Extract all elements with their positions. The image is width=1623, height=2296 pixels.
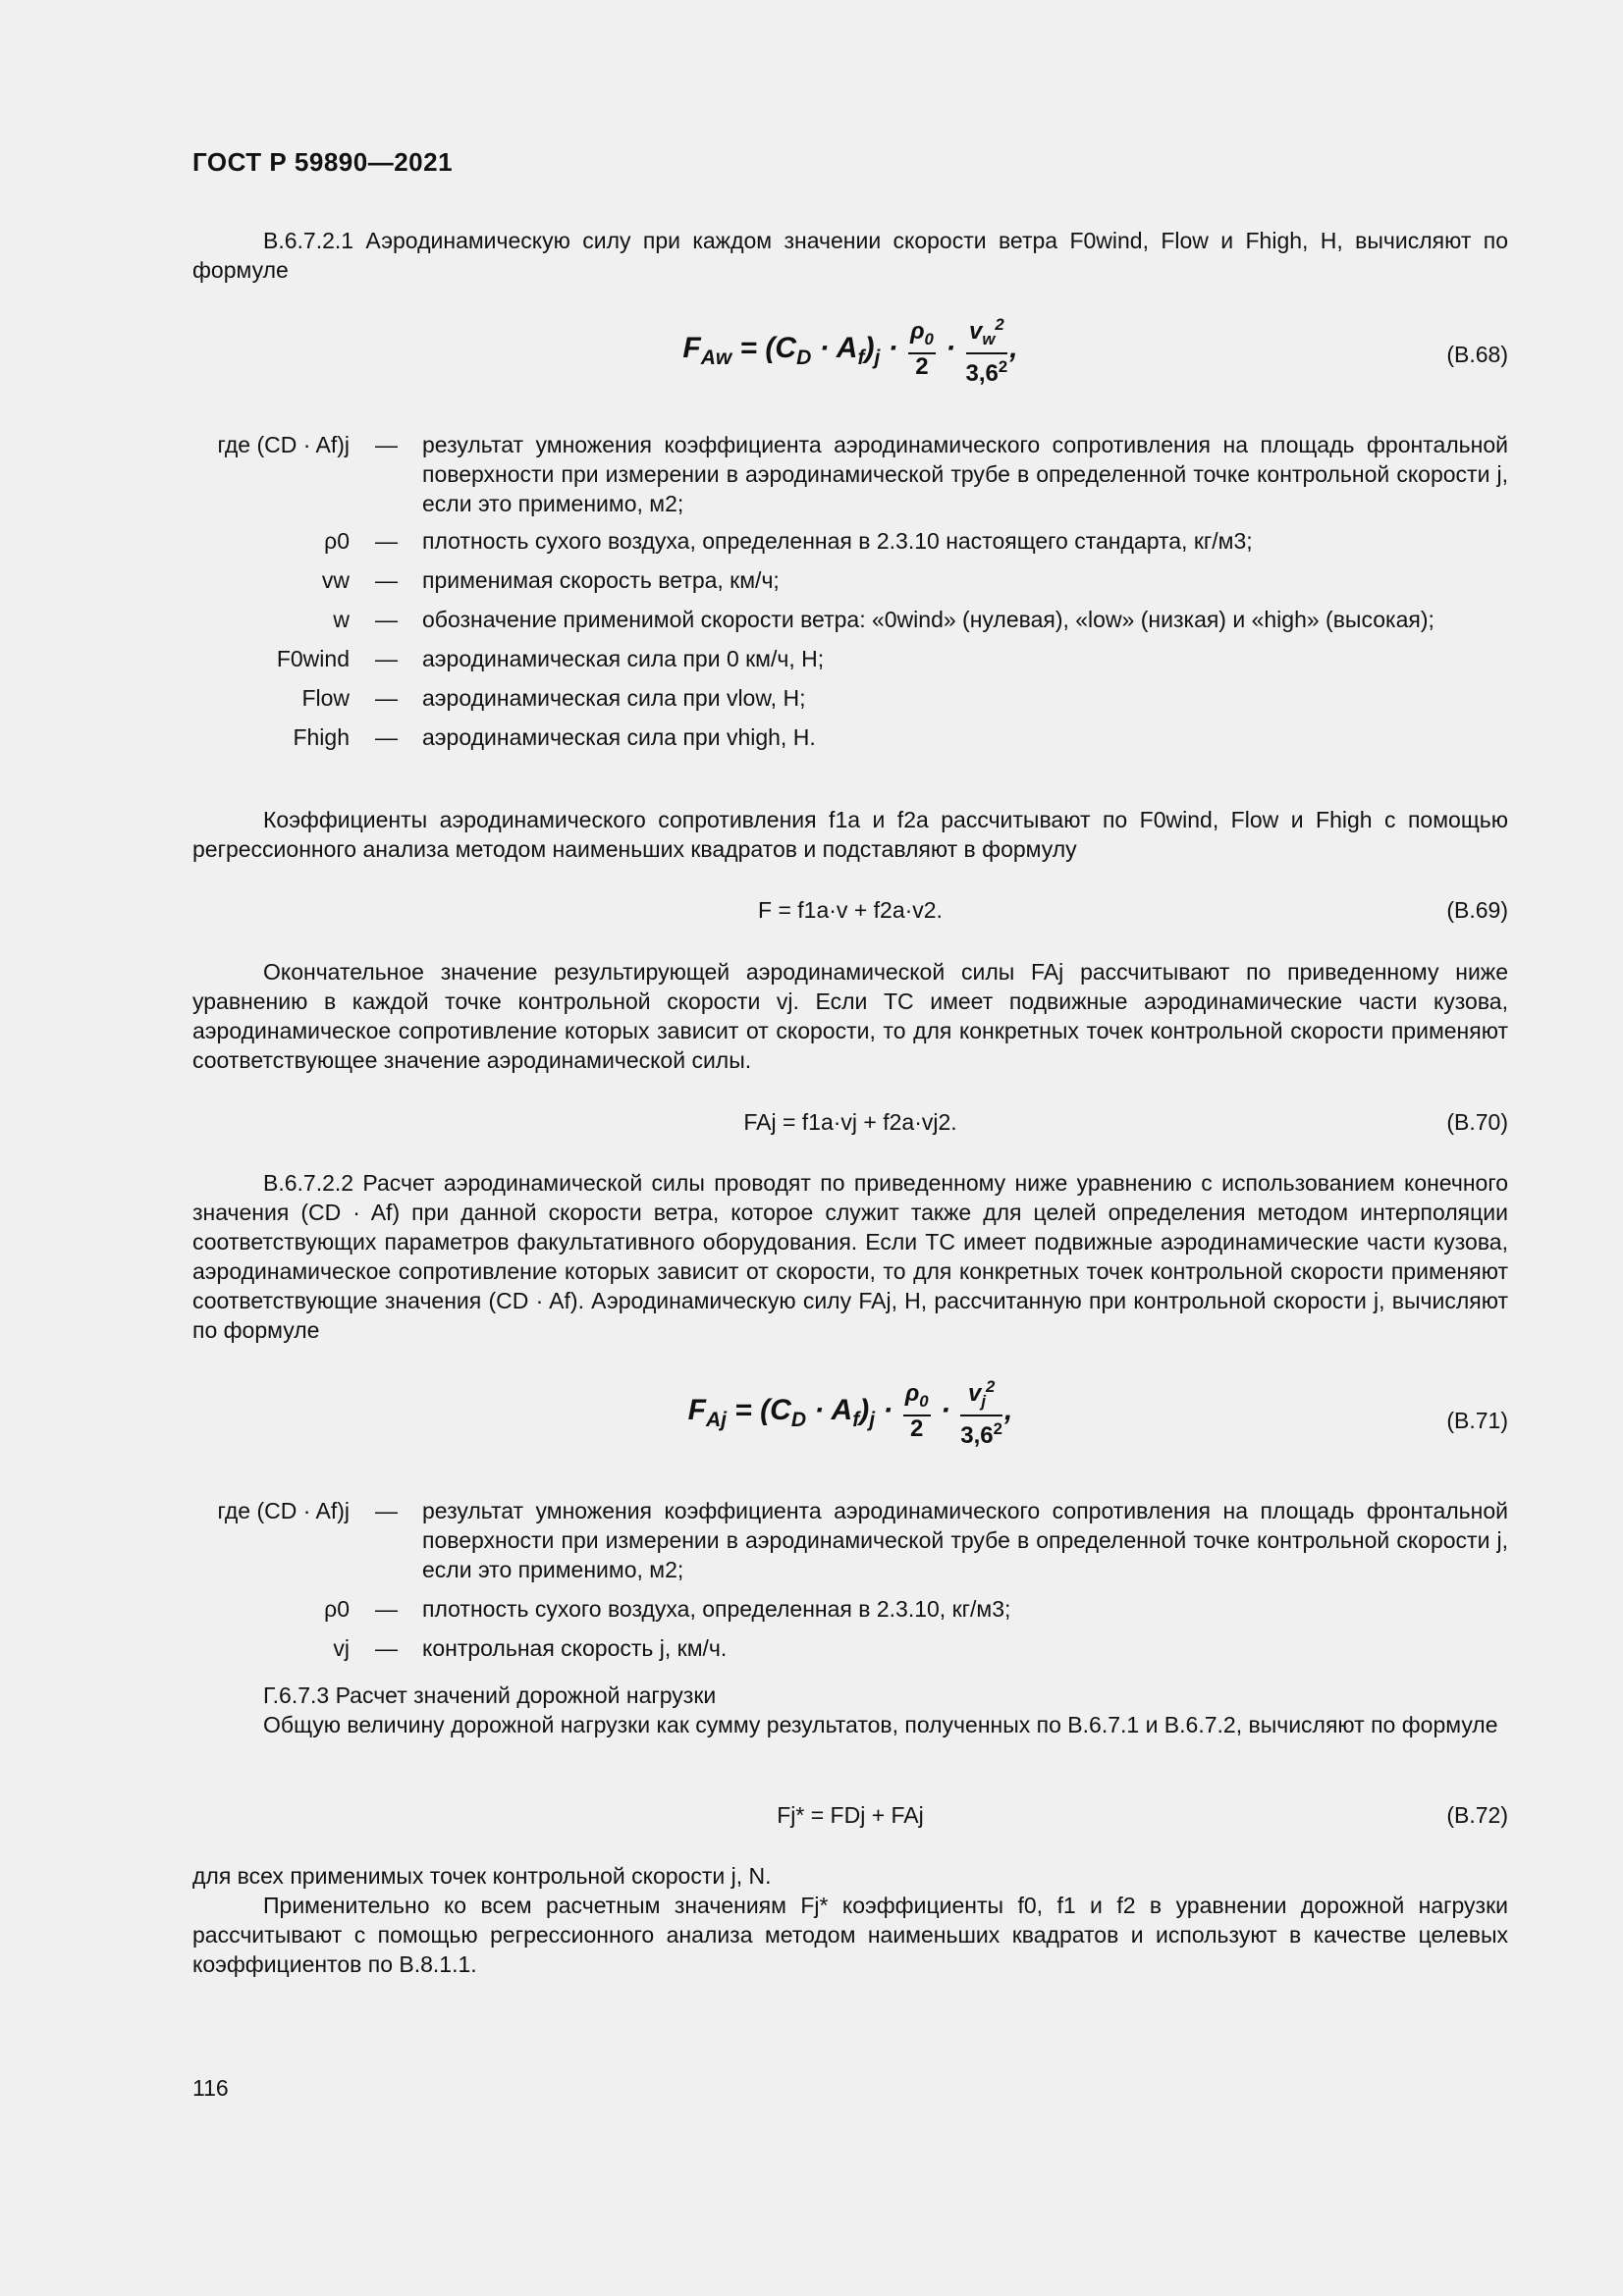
- dash: —: [375, 1498, 398, 1523]
- where-list-1: [192, 430, 1508, 762]
- where-item: [192, 1594, 1508, 1624]
- formula-b70: [192, 1107, 1508, 1166]
- where-item: [192, 644, 1508, 673]
- where-description: аэродинамическая сила при vhigh, Н.: [422, 724, 816, 750]
- formula-b69: [192, 895, 1508, 954]
- where-symbol: w: [333, 607, 350, 632]
- formula-b68-number: (В.68): [1446, 342, 1508, 367]
- where-item: [192, 526, 1508, 556]
- paragraph-b6722: В.6.7.2.2 Расчет аэродинамической силы проводят по приведенному ниже уравнению с использованием конечного значения (CD · Af) при данной скорости ветра, которое служит также для целей определения методом интерполяции соответствующих параметров факультативного оборудования. Если ТС имеет подвижные аэродинамические части кузова, аэродинамическое сопротивление которых зависит от скорости, то для конкретных точек контрольной скорости применяют соответствующие значения (CD · Af). Аэродинамическую силу FAj, Н, рассчитанную при контрольной скорости j, вычисляют по формуле: [192, 1170, 1508, 1343]
- where-description: аэродинамическая сила при 0 км/ч, Н;: [422, 646, 825, 671]
- where-symbol: ρ0: [324, 1596, 350, 1622]
- formula-b70-number: (В.70): [1446, 1109, 1508, 1135]
- paragraph-g673: Г.6.7.3 Расчет значений дорожной нагрузки: [263, 1682, 717, 1708]
- dash: —: [375, 1596, 398, 1622]
- where-list-2: [192, 1496, 1508, 1673]
- paragraph-coefficients: Коэффициенты аэродинамического сопротивления f1a и f2a рассчитывают по F0wind, Flow и Fhigh с помощью регрессионного анализа методом наименьших квадратов и подставляют в формулу: [192, 807, 1508, 862]
- formula-b71-expression: $F_{Aj} = (C_D \cdot A_f)_j$ · $\frac{\rho_0}{2}$ · $\frac{v_j^2}{3,6^2}$ ,: [192, 1374, 1508, 1449]
- dash: —: [375, 646, 398, 671]
- where-item: [192, 722, 1508, 752]
- paragraph-b6721: В.6.7.2.1 Аэродинамическую силу при каждом значении скорости ветра F0wind, Flow и Fhigh, Н, вычисляют по формуле: [192, 228, 1508, 283]
- dash: —: [375, 724, 398, 750]
- where-symbol: Fhigh: [293, 724, 350, 750]
- where-description: применимая скорость ветра, км/ч;: [422, 567, 780, 593]
- formula-b72-number: (В.72): [1446, 1802, 1508, 1828]
- where-description: аэродинамическая сила при vlow, Н;: [422, 685, 806, 711]
- where-item: [192, 1633, 1508, 1663]
- where-description: контрольная скорость j, км/ч.: [422, 1635, 728, 1661]
- formula-b69-expression: F = f1a·v + f2a·v2.: [758, 897, 943, 923]
- dash: —: [375, 567, 398, 593]
- where-description: плотность сухого воздуха, определенная в 2.3.10, кг/м3;: [422, 1596, 1011, 1622]
- formula-b68-expression: $F_{Aw} = (C_D \cdot A_f)_j$ · $\frac{\rho_0}{2}$ · $\frac{v_w^2}{3,6^2}$ ,: [192, 312, 1508, 387]
- formula-b72: [192, 1800, 1508, 1859]
- page-number: 116: [192, 2075, 229, 2101]
- where-symbol: F0wind: [276, 646, 350, 671]
- dash: —: [375, 432, 398, 457]
- where-symbol: vw: [321, 567, 350, 593]
- paragraph-final-force: Окончательное значение результирующей аэродинамической силы FAj рассчитывают по приведенному ниже уравнению в каждой точке контрольной скорости vj. Если ТС имеет подвижные аэродинамические части кузова, аэродинамическое сопротивление которых зависит от скорости, то для конкретных точек контрольной скорости применяют соответствующее значение аэродинамической силы.: [192, 959, 1508, 1073]
- paragraph-total-load: Общую величину дорожной нагрузки как сумму результатов, полученных по В.6.7.1 и В.6.7.2, вычисляют по формуле: [263, 1712, 1498, 1737]
- where-symbol: где (CD · Af)j: [217, 432, 350, 457]
- where-symbol: ρ0: [324, 528, 350, 554]
- dash: —: [375, 1635, 398, 1661]
- document-header: ГОСТ Р 59890—2021: [192, 147, 454, 177]
- formula-b70-expression: FAj = f1a·vj + f2a·vj2.: [743, 1109, 957, 1135]
- formula-b68: [192, 312, 1508, 391]
- where-symbol: где (CD · Af)j: [217, 1498, 350, 1523]
- dash: —: [375, 528, 398, 554]
- formula-b71: [192, 1374, 1508, 1453]
- where-item: [192, 565, 1508, 595]
- dash: —: [375, 607, 398, 632]
- paragraph-applicable-points: для всех применимых точек контрольной скорости j, N.: [192, 1863, 772, 1889]
- where-item: [192, 430, 1508, 518]
- where-symbol: Flow: [301, 685, 350, 711]
- formula-b71-number: (В.71): [1446, 1408, 1508, 1433]
- dash: —: [375, 685, 398, 711]
- where-description: плотность сухого воздуха, определенная в 2.3.10 настоящего стандарта, кг/м3;: [422, 528, 1253, 554]
- where-description: результат умножения коэффициента аэродинамического сопротивления на площадь фронтальной поверхности при измерении в аэродинамической трубе в определенной точке контрольной скорости j, если это применимо, м2;: [422, 1498, 1508, 1582]
- where-item: [192, 605, 1508, 634]
- where-description: результат умножения коэффициента аэродинамического сопротивления на площадь фронтальной поверхности при измерении в аэродинамической трубе в определенной точке контрольной скорости j, если это применимо, м2;: [422, 432, 1508, 516]
- where-description: обозначение применимой скорости ветра: «0wind» (нулевая), «low» (низкая) и «high» (высокая);: [422, 607, 1434, 632]
- paragraph-target-coefficients: Применительно ко всем расчетным значениям Fj* коэффициенты f0, f1 и f2 в уравнении дорожной нагрузки рассчитывают с помощью регрессионного анализа методом наименьших квадратов и используют в качестве целевых коэффициентов по В.8.1.1.: [192, 1893, 1508, 1977]
- formula-b69-number: (В.69): [1446, 897, 1508, 923]
- formula-b72-expression: Fj* = FDj + FAj: [777, 1802, 924, 1828]
- where-symbol: vj: [333, 1635, 350, 1661]
- where-item: [192, 683, 1508, 713]
- where-item: [192, 1496, 1508, 1584]
